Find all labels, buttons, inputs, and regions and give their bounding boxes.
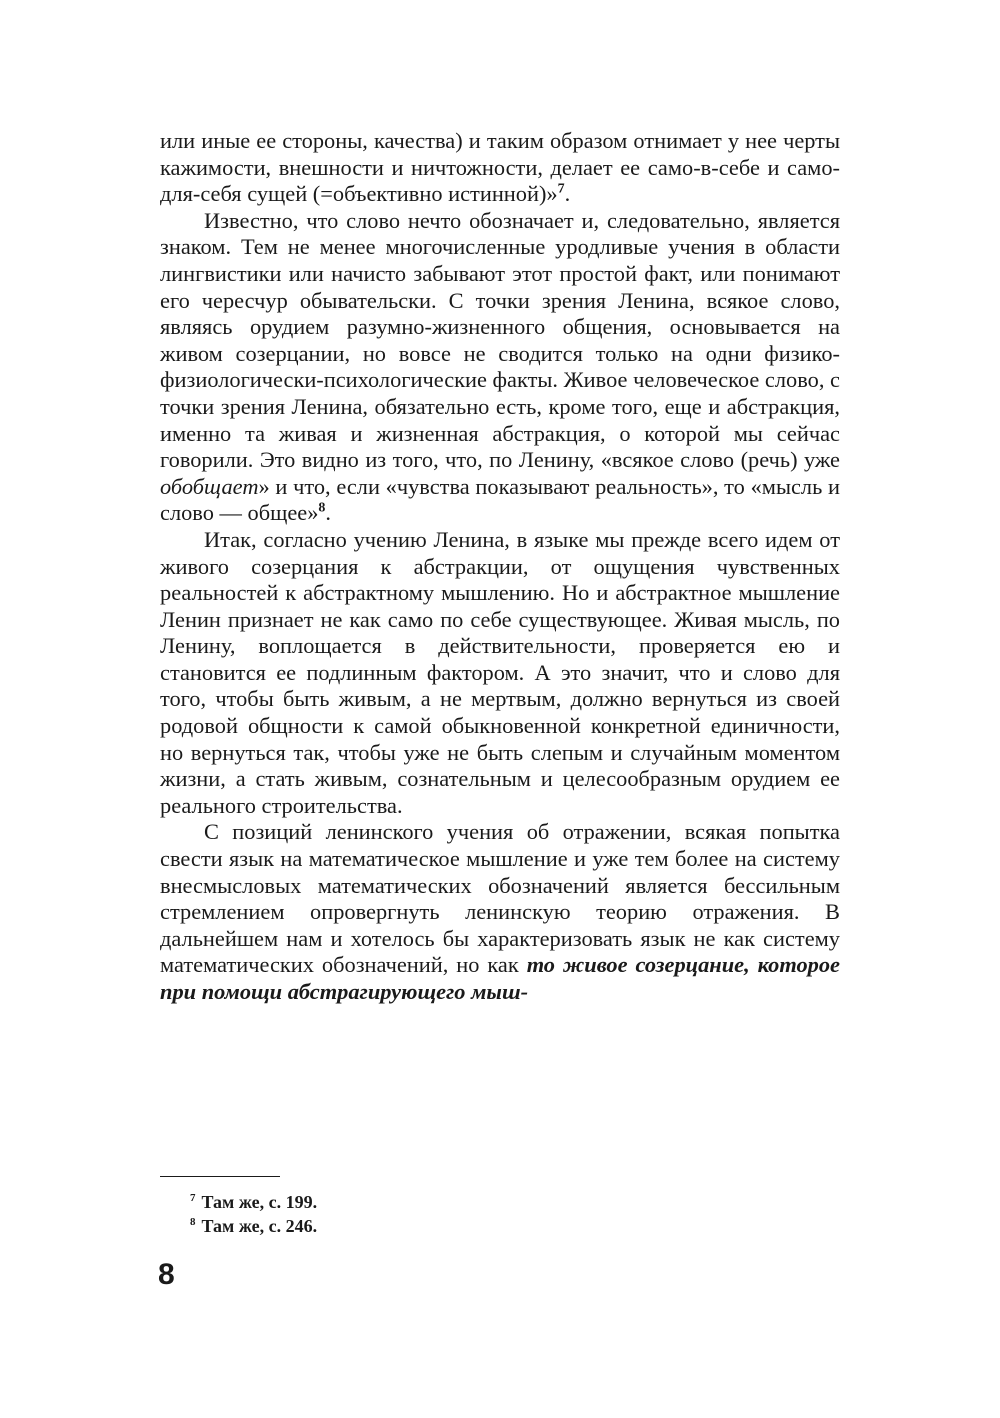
main-text bbox=[160, 128, 840, 1006]
paragraph-abstraction bbox=[160, 527, 840, 820]
paragraph-text: С позиций ленинского учения об отражении, всякая попытка свести язык на математическое мышление и уже тем более на систему внесмысловых математических обозначений является бессильным стремлением опровергнуть ленинскую теорию отражения. В дальнейшем нам и хотелось бы характеризовать язык не как систему математических обозначений, но как bbox=[160, 819, 840, 978]
paragraph-continuation bbox=[160, 128, 840, 208]
footnote-7 bbox=[190, 1190, 317, 1214]
footnote-text: Там же, с. 246. bbox=[201, 1216, 318, 1236]
paragraph-sign bbox=[160, 208, 840, 527]
footnote-number: 8 bbox=[190, 1216, 196, 1228]
paragraph-text: Известно, что слово нечто обозначает и, следовательно, является знаком. Тем не менее многочисленные уродливые учения в области лингвистики или начисто забывают этот простой факт, или понимают его чересчур обывательски. С точки зрения Ленина, всякое слово, являясь орудием разумно-жизненного общения, основывается на живом созерцании, но вовсе не сводится только на одни физико-физиологически-психологические факты. Живое человеческое слово, с точки зрения Ленина, обязательно есть, кроме того, еще и абстракция, именно та живая и жизненная абстракция, о которой мы сейчас говорили. Это видно из того, что, по Ленину, «всякое слово (речь) уже bbox=[160, 207, 840, 473]
paragraph-text: » и что, если «чувства показывают реальность», то «мысль и слово — общее» bbox=[160, 473, 840, 526]
footnote-divider bbox=[160, 1176, 280, 1177]
paragraph-text: Итак, согласно учению Ленина, в языке мы прежде всего идем от живого созерцания к абстракции, от ощущения чувственных реальностей к абстрактному мышлению. Но и абстрактное мышление Ленин признает не как само по себе существующее. Живая мысль, по Ленину, воплощается в действительности, проверяется ею и становится ее подлинным фактором. А это значит, что и слово для того, чтобы быть живым, а не мертвым, должно вернуться из своей родовой общности к самой обыкновенной конкретной единичности, но вернуться так, чтобы уже не быть слепым и случайным моментом жизни, а стать живым, сознательным и целесообразным орудием ее реального строительства. bbox=[160, 526, 840, 818]
emphasis-text: то живое созерцание, которое при помощи абстрагирующего мыш- bbox=[160, 952, 840, 1004]
paragraph-tail: . bbox=[564, 181, 571, 207]
paragraph-tail: . bbox=[325, 500, 332, 526]
footnote-number: 7 bbox=[190, 1192, 196, 1204]
footnote-text: Там же, с. 199. bbox=[201, 1192, 318, 1212]
page-number: 8 bbox=[158, 1258, 175, 1291]
footnote-ref-8: 8 bbox=[318, 500, 326, 516]
paragraph-reflection bbox=[160, 819, 840, 1005]
emphasis-text: обобщает bbox=[160, 473, 259, 499]
footnote-8 bbox=[190, 1214, 317, 1238]
paragraph-text: или иные ее стороны, качества) и таким образом отнимает у нее черты кажимости, внешности и ничтожности, делает ее само-в-себе и само-для-себя сущей (=объективно истинной)» bbox=[160, 128, 840, 207]
footnote-ref-7: 7 bbox=[557, 181, 565, 197]
footnotes bbox=[190, 1190, 317, 1238]
